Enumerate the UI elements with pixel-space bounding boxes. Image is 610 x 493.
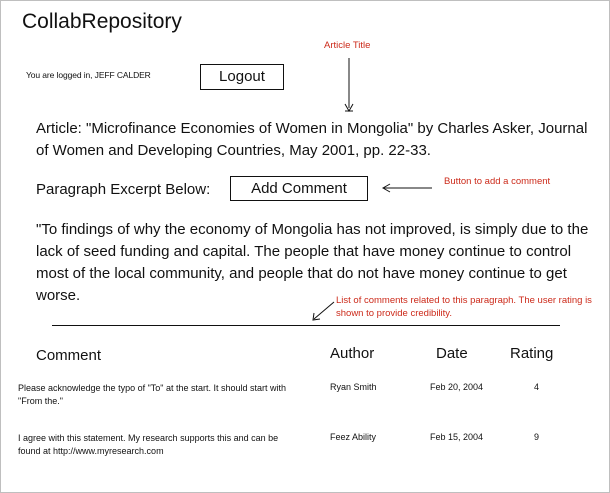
column-header-date: Date — [436, 345, 468, 362]
comment-text: I agree with this statement. My research supports this and can be found at http://www.myresearch.com — [18, 433, 279, 456]
arrow-left-icon — [378, 181, 432, 195]
annotation-button: Button to add a comment — [444, 176, 551, 187]
column-header-rating: Rating — [510, 345, 554, 362]
article-citation: Article: "Microfinance Economies of Women in Mongolia" by Charles Asker, Journal of Women and Developing Countries, May 2001, pp. 22-33. — [36, 120, 588, 159]
divider — [52, 325, 560, 326]
comment-date: Feb 15, 2004 — [430, 432, 484, 442]
arrow-diagonal-icon — [310, 300, 336, 322]
comment-text: Please acknowledge the typo of "To" at the start. It should start with "From the." — [18, 383, 287, 406]
comment-author: Ryan Smith — [330, 382, 377, 392]
add-comment-button[interactable]: Add Comment — [230, 176, 368, 201]
annotation-comments: List of comments related to this paragraph. The user rating is shown to provide credibility. — [336, 295, 592, 319]
excerpt-label: Paragraph Excerpt Below: — [36, 181, 211, 198]
annotation-article-title: Article Title — [324, 40, 371, 51]
column-header-author: Author — [330, 345, 375, 362]
app-title: CollabRepository — [22, 10, 182, 33]
comment-date: Feb 20, 2004 — [430, 382, 484, 392]
logout-button[interactable]: Logout — [200, 64, 284, 90]
paragraph-excerpt: "To findings of why the economy of Mongolia has not improved, is simply due to the lack of seed funding and capital. The people that have money continue to control most of the local community, and people that do not have money continue to get worse. — [36, 221, 589, 304]
comment-author: Feez Ability — [330, 432, 377, 442]
login-status: You are logged in, JEFF CALDER — [26, 70, 151, 80]
comment-rating: 9 — [534, 432, 540, 442]
column-header-comment: Comment — [36, 347, 102, 364]
comment-rating: 4 — [534, 382, 540, 392]
arrow-down-icon — [342, 58, 356, 114]
